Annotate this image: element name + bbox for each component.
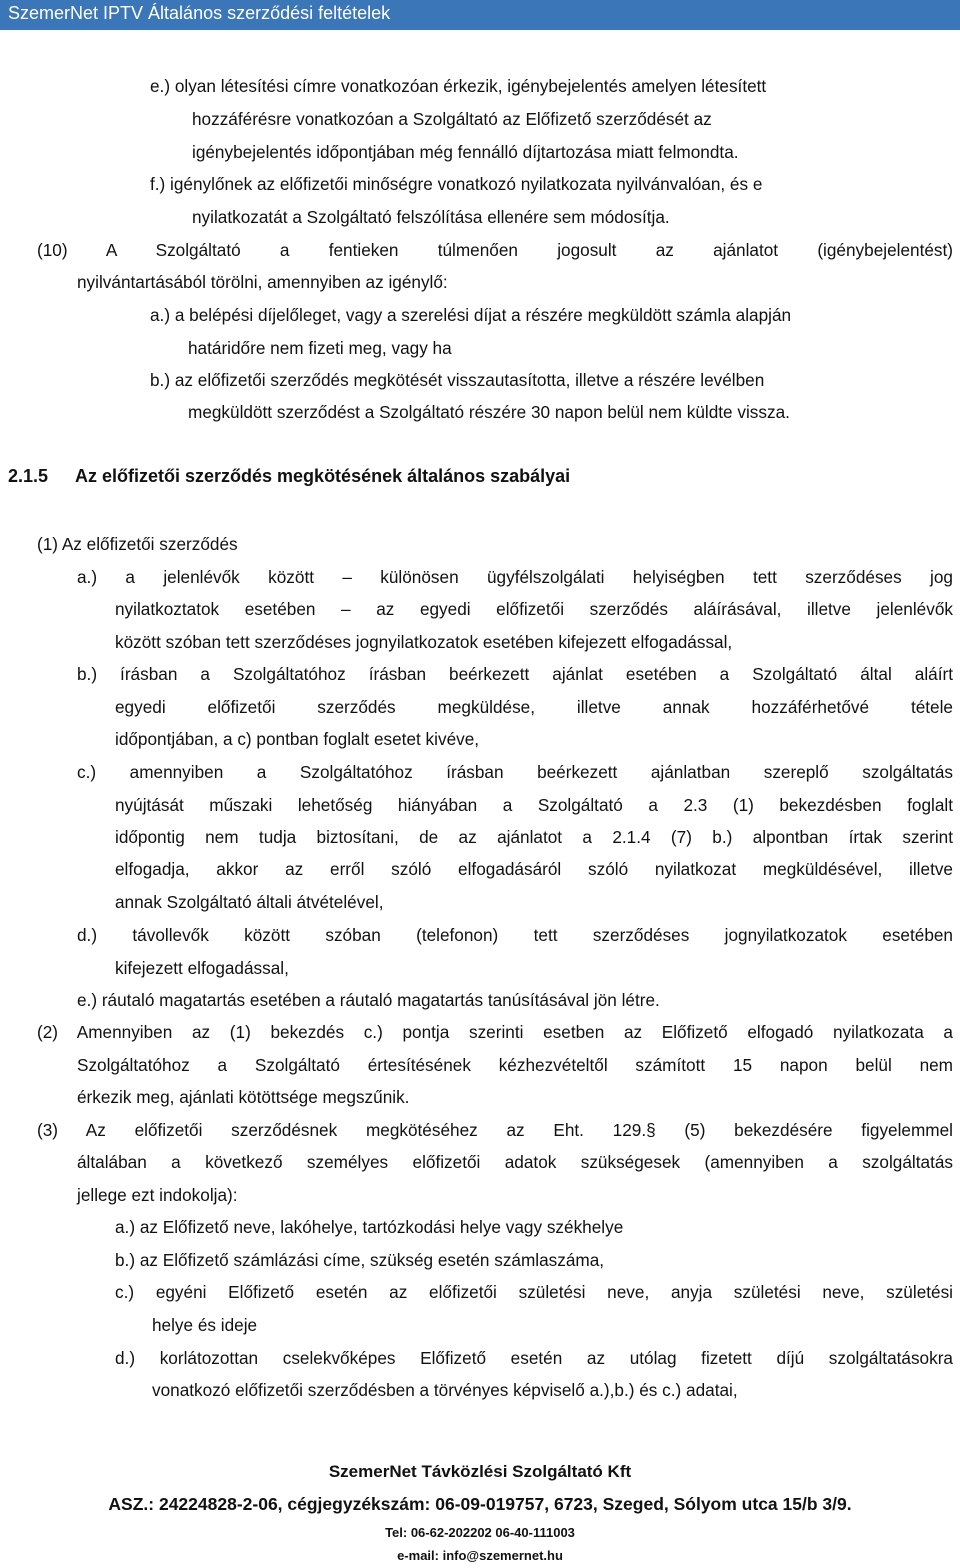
text-line: a.) a belépési díjelőleget, vagy a szerelési díjat a részére megküldött számla alapján: [150, 305, 792, 325]
text-line: c.) amennyiben a Szolgáltatóhoz írásban beérkezett ajánlatban szereplő szolgáltatás: [77, 762, 953, 782]
text-line: kifejezett elfogadással,: [115, 958, 289, 978]
text-line: általában a következő személyes előfizetői adatok szükségesek (amennyiben a szolgáltatás: [77, 1152, 953, 1172]
text-line: b.) írásban a Szolgáltatóhoz írásban beérkezett ajánlat esetében a Szolgáltató által aláírt: [77, 664, 953, 684]
text-line: d.) távollevők között szóban (telefonon) tett szerződéses jognyilatkozatok esetében: [77, 925, 953, 945]
text-line: b.) az előfizetői szerződés megkötését visszautasította, illetve a részére levélben: [150, 370, 765, 390]
text-line: e.) ráutaló magatartás esetében a ráutaló magatartás tanúsításával jön létre.: [77, 990, 660, 1010]
text-line: vonatkozó előfizetői szerződésben a törvényes képviselő a.),b.) és c.) adatai,: [152, 1380, 738, 1400]
section-heading-text: Az előfizetői szerződés megkötésének általános szabályai: [75, 466, 571, 486]
text-line: nyújtását műszaki lehetőség hiányában a Szolgáltató a 2.3 (1) bekezdésben foglalt: [115, 795, 953, 815]
text-line: d.) korlátozottan cselekvőképes Előfizető esetén az utólag fizetett díjú szolgáltatásokra: [115, 1348, 953, 1368]
text-line: elfogadja, akkor az erről szóló elfogadásáról szóló nyilatkozat megküldésével, illetve: [115, 859, 953, 879]
text-line: nyilatkozatát a Szolgáltató felszólítása ellenére sem módosítja.: [192, 207, 670, 227]
text-line: hozzáférésre vonatkozóan a Szolgáltató az Előfizető szerződését az: [192, 109, 712, 129]
text-line: f.) igénylőnek az előfizetői minőségre vonatkozó nyilatkozata nyilvánvalóan, és e: [150, 174, 763, 194]
text-line: időpontig nem tudja biztosítani, de az ajánlatot a 2.1.4 (7) b.) alpontban írtak szerint: [115, 827, 953, 847]
text-line: annak Szolgáltató általi átvételével,: [115, 892, 384, 912]
text-line: igénybejelentés időpontjában még fennálló díjtartozása miatt felmondta.: [192, 142, 739, 162]
text-line: helye és ideje: [152, 1315, 258, 1335]
text-line: Szolgáltatóhoz a Szolgáltató értesítésének kézhezvételtől számított 15 napon belül nem: [77, 1055, 953, 1075]
text-line: megküldött szerződést a Szolgáltató részére 30 napon belül nem küldte vissza.: [188, 402, 790, 422]
text-line: (3) Az előfizetői szerződésnek megkötéséhez az Eht. 129.§ (5) bekezdésére figyelemmel: [37, 1120, 953, 1140]
text-line: jellege ezt indokolja):: [77, 1185, 238, 1205]
text-line: e.) olyan létesítési címre vonatkozóan érkezik, igénybejelentés amelyen létesített: [150, 76, 767, 96]
footer-company: SzemerNet Távközlési Szolgáltató Kft: [328, 1462, 632, 1481]
page-header-bar: [0, 0, 960, 30]
section-number: 2.1.5: [8, 466, 49, 486]
text-line: érkezik meg, ajánlati kötöttsége megszűnik.: [77, 1087, 410, 1107]
footer-registry: ASZ.: 24224828-2-06, cégjegyzékszám: 06-09-019757, 6723, Szeged, Sólyom utca 15/b 3/9.: [108, 1494, 852, 1514]
section-heading: [8, 466, 570, 487]
text-line: nyilvántartásából törölni, amennyiben az igénylő:: [77, 272, 448, 292]
text-line: (2) Amennyiben az (1) bekezdés c.) pontja szerinti esetben az Előfizető elfogadó nyilatkozata a: [37, 1022, 953, 1042]
text-line: a.) az Előfizető neve, lakóhelye, tartózkodási helye vagy székhelye: [115, 1217, 624, 1237]
footer-email: e-mail: info@szemernet.hu: [397, 1548, 563, 1563]
text-line: c.) egyéni Előfizető esetén az előfizetői születési neve, anyja születési neve, születési: [115, 1282, 953, 1302]
text-line: a.) a jelenlévők között – különösen ügyfélszolgálati helyiségben tett szerződéses jog: [77, 567, 953, 587]
text-line: b.) az Előfizető számlázási címe, szükség esetén számlaszáma,: [115, 1250, 605, 1270]
text-line: egyedi előfizetői szerződés megküldése, illetve annak hozzáférhetővé tétele: [115, 697, 953, 717]
text-line: (1) Az előfizetői szerződés: [37, 534, 238, 554]
text-line: között szóban tett szerződéses jognyilatkozatok esetében kifejezett elfogadással,: [115, 632, 733, 652]
text-line: határidőre nem fizeti meg, vagy ha: [188, 338, 452, 358]
footer-phone: Tel: 06-62-202202 06-40-111003: [385, 1525, 575, 1540]
text-line: nyilatkoztatok esetében – az egyedi előfizetői szerződés aláírásával, illetve jelenlévők: [115, 599, 953, 619]
text-line: időpontjában, a c) pontban foglalt esetet kivéve,: [115, 729, 480, 749]
text-line: (10) A Szolgáltató a fentieken túlmenően jogosult az ajánlatot (igénybejelentést): [37, 240, 953, 260]
document-title: SzemerNet IPTV Általános szerződési feltételek: [8, 3, 391, 23]
